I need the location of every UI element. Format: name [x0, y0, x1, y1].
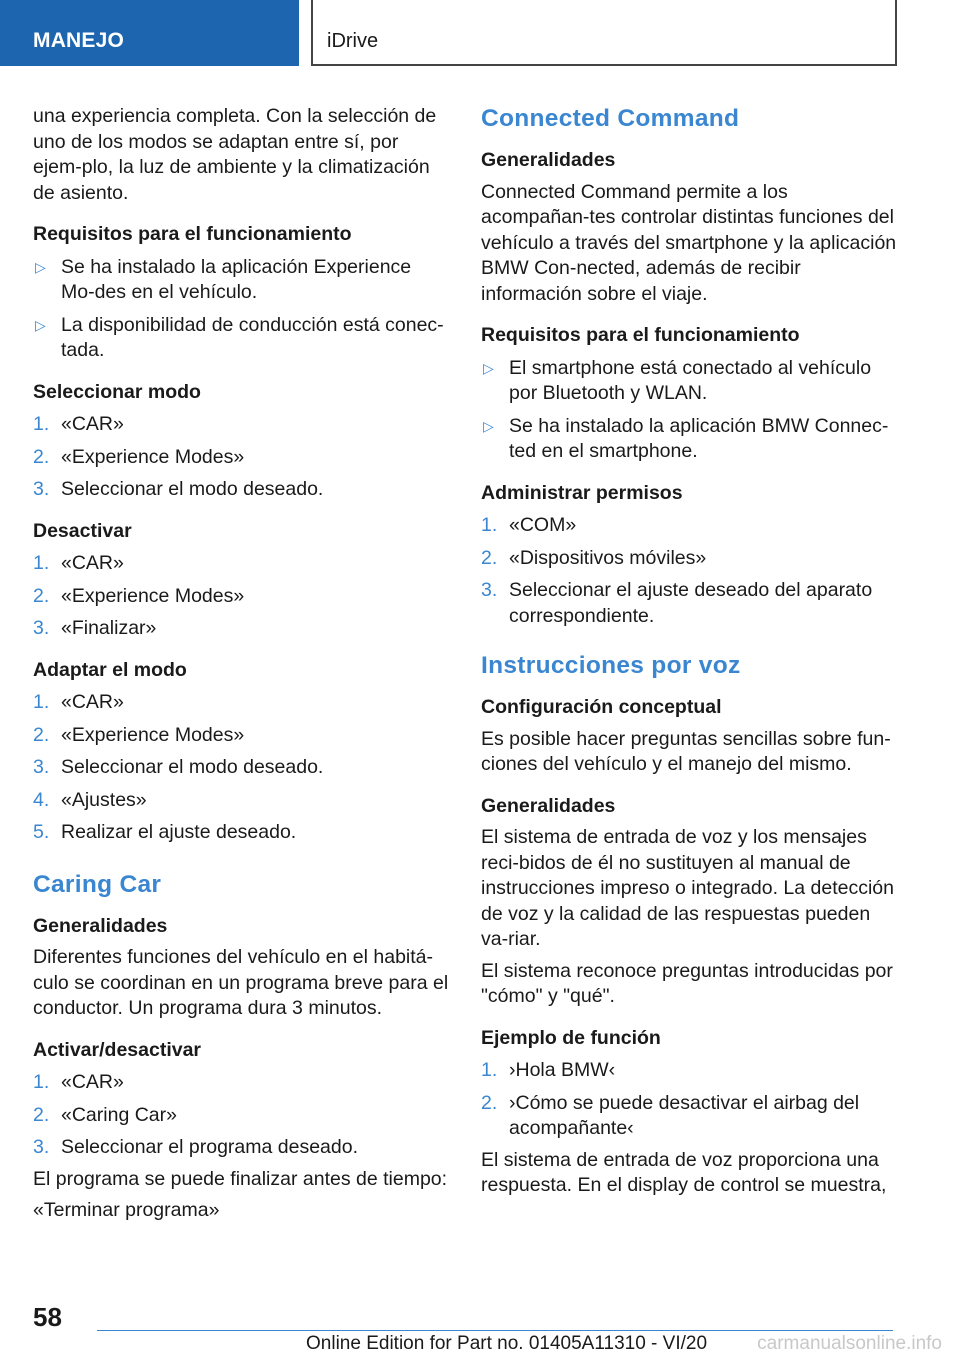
list-item: 2. «Experience Modes» — [33, 723, 245, 746]
connected-command-heading: Connected Command — [481, 105, 740, 132]
caring-general-text: Diferentes funciones del vehículo en el habitá-culo se coordinan en un programa breve para el conductor. Un programa dura 3 minutos. — [33, 946, 449, 1019]
section-tab — [0, 0, 299, 66]
list-item: ▷ El smartphone está conectado al vehículo por Bluetooth y WLAN. — [483, 356, 872, 404]
list-item: 1. «CAR» — [33, 1071, 124, 1093]
list-item: 3. «Finalizar» — [33, 617, 157, 639]
requirements-list — [33, 255, 449, 364]
example-text: El sistema de entrada de voz proporciona una respuesta. En el display de control se muestra, — [481, 1148, 887, 1196]
cc-requirements-list — [481, 356, 897, 465]
concept-heading: Configuración conceptual — [481, 696, 722, 718]
requirements-heading: Requisitos para el funcionamiento — [33, 223, 352, 245]
triangle-bullet-icon: ▷ — [483, 359, 494, 376]
section-label: MANEJO — [33, 29, 125, 52]
triangle-bullet-icon: ▷ — [35, 316, 46, 333]
permissions-steps — [481, 513, 897, 629]
cc-general-heading: Generalidades — [481, 149, 616, 171]
list-item: 2. «Experience Modes» — [33, 584, 245, 607]
intro-paragraph: una experiencia completa. Con la selección de uno de los modos se adaptan entre sí, por ejem-plo, la luz de ambiente y la climatización de asiento. — [33, 105, 437, 204]
example-steps — [481, 1058, 897, 1142]
select-mode-heading: Seleccionar modo — [33, 380, 201, 403]
voice-general-text-2: El sistema reconoce preguntas introducidas por "cómo" y "qué". — [481, 959, 893, 1007]
select-mode-steps — [33, 412, 449, 503]
footer-divider — [97, 1330, 893, 1331]
list-item: 3. Seleccionar el ajuste deseado del aparato correspondiente. — [481, 579, 873, 627]
list-item: 4. «Ajustes» — [33, 788, 147, 811]
activate-note-command: «Terminar programa» — [33, 1199, 220, 1221]
voice-general-text: El sistema de entrada de voz y los mensajes reci-bidos de él no sustituyen al manual de instrucciones impreso o integrado. La detección de voz y la calidad de las respuestas pueden va-riar. — [481, 826, 894, 950]
list-item: 1. «COM» — [481, 514, 577, 536]
cc-requirements-heading: Requisitos para el funcionamiento — [481, 324, 800, 346]
list-item: 2. ›Cómo se puede desactivar el airbag del acompañante‹ — [481, 1091, 860, 1139]
list-item: 3. Seleccionar el modo deseado. — [33, 478, 324, 500]
list-item: 1. «CAR» — [33, 552, 124, 574]
watermark: carmanualsonline.info — [757, 1333, 942, 1354]
list-item: ▷ Se ha instalado la aplicación BMW Connec-ted en el smartphone. — [483, 414, 889, 462]
caring-car-heading: Caring Car — [33, 870, 162, 898]
chapter-label: iDrive — [327, 30, 379, 52]
example-heading: Ejemplo de función — [481, 1026, 661, 1049]
adapt-mode-steps — [33, 690, 449, 846]
list-item: 5. Realizar el ajuste deseado. — [33, 821, 297, 843]
triangle-bullet-icon: ▷ — [35, 258, 46, 275]
list-item: 2. «Dispositivos móviles» — [481, 546, 707, 569]
deactivate-steps — [33, 551, 449, 642]
list-item: 1. ›Hola BMW‹ — [481, 1059, 616, 1081]
left-column — [33, 104, 449, 1224]
edition-footer: Online Edition for Part no. 01405A11310 - VI/20 — [306, 1333, 708, 1354]
permissions-heading: Administrar permisos — [481, 481, 683, 504]
activate-steps — [33, 1070, 449, 1161]
list-item: ▷ Se ha instalado la aplicación Experience Mo-des en el vehículo. — [35, 255, 412, 303]
chapter-tab — [311, 0, 897, 66]
page-number: 58 — [33, 1302, 62, 1332]
triangle-bullet-icon: ▷ — [483, 417, 494, 434]
adapt-mode-heading: Adaptar el modo — [33, 658, 187, 681]
voice-heading: Instrucciones por voz — [481, 652, 741, 679]
list-item: 1. «CAR» — [33, 413, 124, 435]
list-item: ▷ La disponibilidad de conducción está conec-tada. — [35, 313, 444, 361]
voice-general-heading: Generalidades — [481, 794, 616, 817]
list-item: 3. Seleccionar el modo deseado. — [33, 756, 324, 778]
list-item: 1. «CAR» — [33, 691, 124, 713]
activate-heading: Activar/desactivar — [33, 1038, 202, 1061]
list-item: 3. Seleccionar el programa deseado. — [33, 1136, 359, 1158]
list-item: 2. «Experience Modes» — [33, 445, 245, 468]
list-item: 2. «Caring Car» — [33, 1103, 177, 1126]
activate-note: El programa se puede finalizar antes de tiempo: — [33, 1167, 448, 1190]
caring-general-heading: Generalidades — [33, 914, 168, 937]
concept-text: Es posible hacer preguntas sencillas sobre fun-ciones del vehículo y el manejo del mismo. — [481, 727, 891, 775]
deactivate-heading: Desactivar — [33, 519, 132, 542]
right-column — [481, 104, 897, 1199]
cc-general-text: Connected Command permite a los acompañan-tes controlar distintas funciones del vehículo a través del smartphone y la aplicación BMW Con-nected, además de recibir información sobre el viaje. — [481, 180, 897, 305]
